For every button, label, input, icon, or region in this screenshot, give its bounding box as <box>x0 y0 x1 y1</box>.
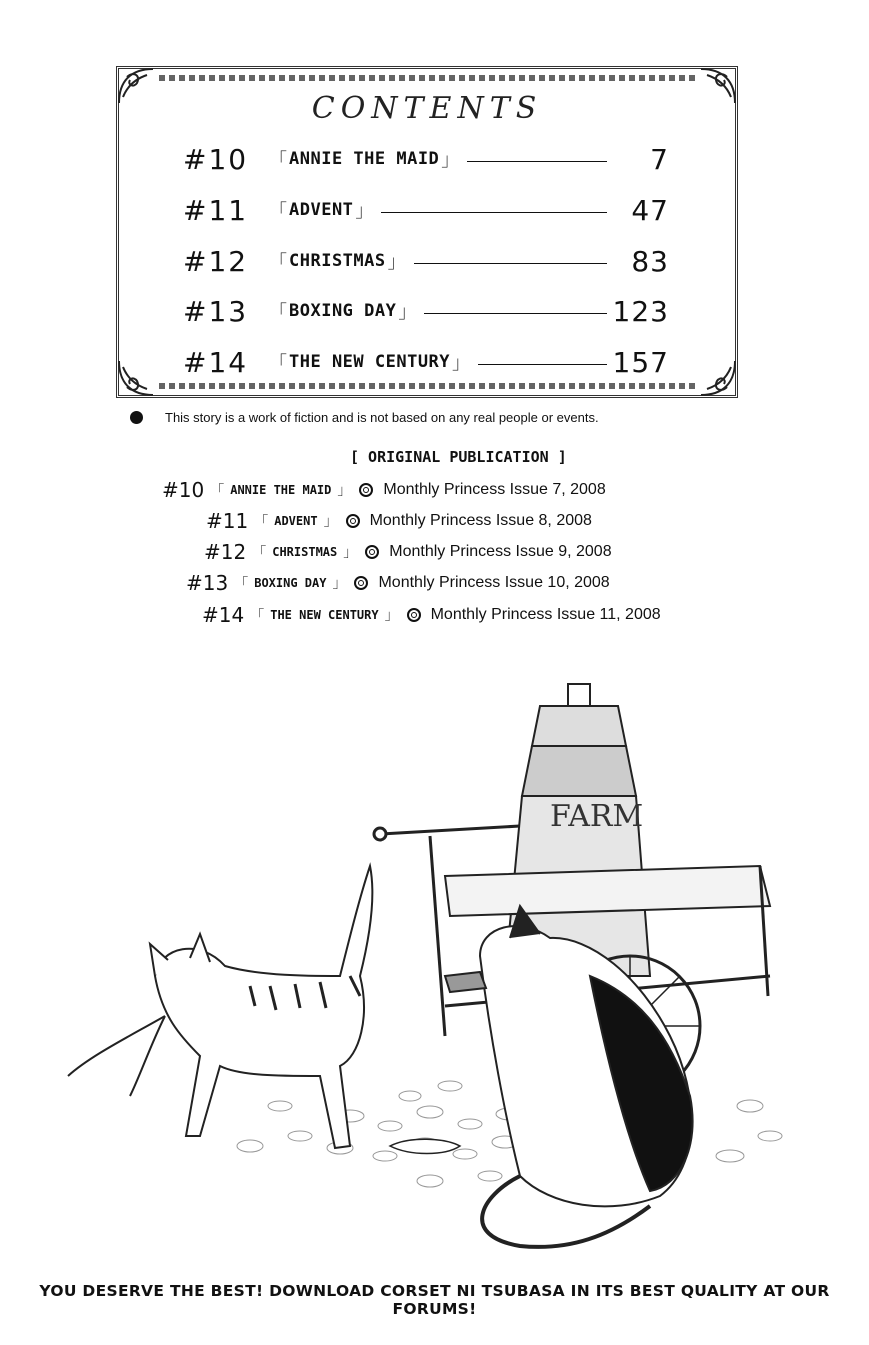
toc-page-number: 157 <box>612 345 669 379</box>
cats-milk-cart-illustration <box>50 676 820 1256</box>
toc-chapter-title: ANNIE THE MAID <box>289 149 440 169</box>
circle-icon <box>346 514 360 528</box>
toc-chapter-number: #10 <box>183 142 249 176</box>
publication-chapter-number: #12 <box>204 540 247 564</box>
publication-item: #14 「 THE NEW CENTURY 」 Monthly Princess Issue 11, 2008 <box>202 603 661 627</box>
publication-chapter-title: ANNIE THE MAID <box>230 483 332 497</box>
publication-issue: Monthly Princess Issue 11, 2008 <box>430 606 661 623</box>
contents-title: CONTENTS <box>311 91 543 126</box>
circle-icon <box>365 545 379 559</box>
publication-chapter-number: #14 <box>202 603 245 627</box>
publication-issue: Monthly Princess Issue 7, 2008 <box>383 481 606 498</box>
publication-chapter-number: #13 <box>186 571 229 595</box>
toc-entry: #12 「 CHRISTMAS 」 83 <box>183 244 669 278</box>
toc-chapter-title: CHRISTMAS <box>289 251 386 271</box>
toc-page-number: 47 <box>631 193 669 227</box>
circle-icon <box>354 576 368 590</box>
ornament-corner-icon <box>117 359 155 397</box>
leader-line <box>467 161 607 162</box>
leader-line <box>381 212 607 213</box>
publication-item: #13 「 BOXING DAY 」 Monthly Princess Issue 10, 2008 <box>186 571 610 595</box>
tabby-cat <box>68 866 372 1148</box>
publication-chapter-title: BOXING DAY <box>254 576 327 590</box>
publication-header: [ ORIGINAL PUBLICATION ] <box>350 448 567 466</box>
leader-line <box>478 364 607 365</box>
publication-chapter-number: #10 <box>162 478 205 502</box>
toc-page-number: 123 <box>612 294 669 328</box>
toc-page-number: 7 <box>650 142 669 176</box>
toc-chapter-title: BOXING DAY <box>289 301 397 321</box>
toc-chapter-title: ADVENT <box>289 200 354 220</box>
toc-chapter-number: #13 <box>183 294 249 328</box>
can-label: FARM <box>550 799 644 834</box>
publication-chapter-title: THE NEW CENTURY <box>270 608 379 622</box>
toc-chapter-number: #11 <box>183 193 249 227</box>
circle-icon <box>407 608 421 622</box>
toc-entry: #14 「 THE NEW CENTURY 」 157 <box>183 345 669 379</box>
black-white-cat <box>445 906 693 1247</box>
bullet-icon <box>130 411 143 424</box>
toc-page-number: 83 <box>631 244 669 278</box>
contents-frame <box>116 66 738 398</box>
frame-border-bottom <box>159 383 695 389</box>
toc-entry: #13 「 BOXING DAY 」 123 <box>183 294 669 328</box>
circle-icon <box>359 483 373 497</box>
leader-line <box>414 263 607 264</box>
scanlation-banner: YOU DESERVE THE BEST! DOWNLOAD CORSET NI TSUBASA IN ITS BEST QUALITY AT OUR FORUMS! <box>39 1282 830 1318</box>
toc-entry: #10 「 ANNIE THE MAID 」 7 <box>183 142 669 176</box>
publication-item: #12 「 CHRISTMAS 」 Monthly Princess Issue 9, 2008 <box>204 540 612 564</box>
disclaimer <box>130 410 599 425</box>
disclaimer-text: This story is a work of fiction and is not based on any real people or events. <box>165 410 599 425</box>
toc-entry: #11 「 ADVENT 」 47 <box>183 193 669 227</box>
frame-border-top <box>159 75 695 81</box>
fish-bone <box>390 1139 460 1153</box>
publication-chapter-title: CHRISTMAS <box>272 545 338 559</box>
publication-item: #10 「 ANNIE THE MAID 」 Monthly Princess Issue 7, 2008 <box>162 478 606 502</box>
publication-issue: Monthly Princess Issue 8, 2008 <box>369 512 592 529</box>
leader-line <box>424 313 606 314</box>
toc-chapter-number: #12 <box>183 244 249 278</box>
publication-issue: Monthly Princess Issue 10, 2008 <box>378 574 610 591</box>
publication-chapter-title: ADVENT <box>274 514 318 528</box>
ornament-corner-icon <box>699 359 737 397</box>
toc-chapter-number: #14 <box>183 345 249 379</box>
publication-item: #11 「 ADVENT 」 Monthly Princess Issue 8, 2008 <box>206 509 592 533</box>
toc-chapter-title: THE NEW CENTURY <box>289 352 451 372</box>
publication-issue: Monthly Princess Issue 9, 2008 <box>389 543 612 560</box>
publication-chapter-number: #11 <box>206 509 249 533</box>
